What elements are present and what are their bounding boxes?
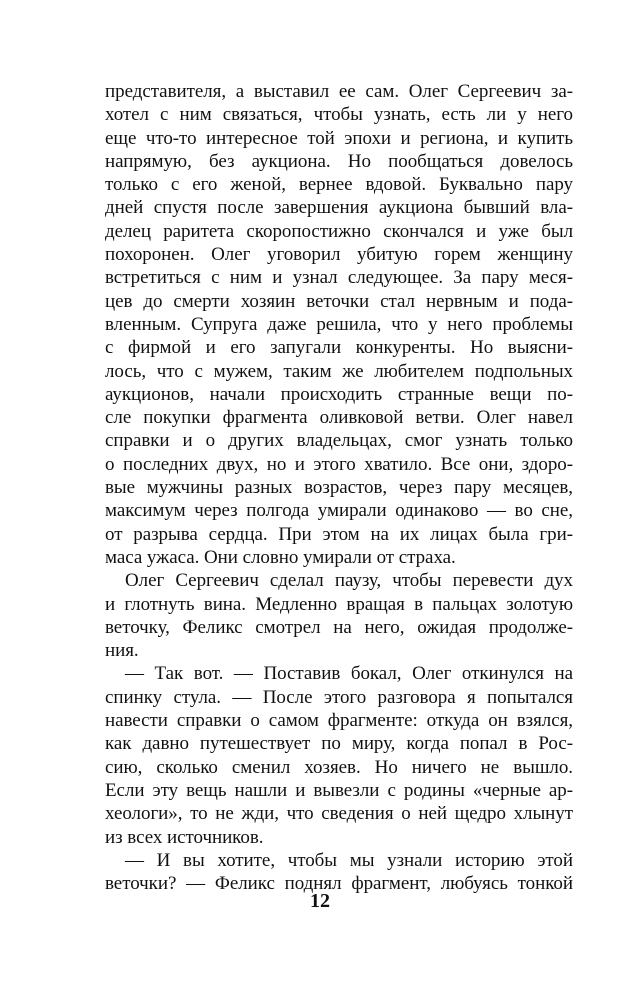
text-line: делец раритета скоропостижно скончался и уже был — [105, 220, 573, 242]
text-line: ния. — [105, 640, 139, 662]
text-line: представителя, а выставил ее сам. Олег Сергеевич за- — [105, 81, 573, 102]
paragraph-1 — [105, 80, 573, 569]
text-line: и глотнуть вина. Медленно вращая в пальцах золотую — [105, 593, 573, 615]
text-line: только с его женой, вернее вдовой. Буквально пару — [105, 174, 573, 196]
text-line: справки и о других владельцах, смог узнать только — [105, 430, 573, 452]
text-line: вые мужчины разных возрастов, через пару месяцев, — [105, 477, 573, 499]
text-line: маса ужаса. Они словно умирали от страха. — [105, 546, 456, 568]
text-line: хотел с ним связаться, чтобы узнать, есть ли у него — [105, 104, 573, 126]
text-line: спинку стула. — После этого разговора я попытался — [105, 686, 573, 708]
paragraph-4 — [105, 849, 573, 896]
text-line: как давно путешествует по миру, когда попал в Рос- — [105, 733, 573, 755]
text-line: похоронен. Олег уговорил убитую горем женщину — [105, 244, 573, 266]
text-line: аукционов, начали происходить странные вещи по- — [105, 383, 573, 405]
page-body — [105, 80, 573, 895]
text-line: веточку, Феликс смотрел на него, ожидая продолже- — [105, 616, 573, 638]
text-line: веточки? — Феликс поднял фрагмент, любуясь тонкой — [105, 873, 573, 895]
text-line: из всех источников. — [105, 826, 264, 848]
text-line: навести справки о самом фрагменте: откуда он взялся, — [105, 710, 573, 732]
paragraph-3 — [105, 662, 573, 848]
text-line: лось, что с мужем, таким же любителем подпольных — [105, 360, 573, 382]
text-line: — И вы хотите, чтобы мы узнали историю этой — [125, 849, 573, 871]
text-line: напрямую, без аукциона. Но пообщаться довелось — [105, 150, 573, 172]
text-line: вленным. Супруга даже решила, что у него проблемы — [105, 313, 573, 335]
text-line: дней спустя после завершения аукциона бывший вла- — [105, 197, 573, 219]
paragraph-2 — [105, 569, 573, 662]
text-line: Олег Сергеевич сделал паузу, чтобы перевести дух — [125, 570, 573, 592]
text-line: максимум через полгода умирали одинаково — во сне, — [105, 500, 573, 522]
page-number: 12 — [310, 890, 330, 912]
text-line: о последних двух, но и этого хватило. Все они, здоро- — [105, 453, 573, 475]
text-line: встретиться с ним и узнал следующее. За пару меся- — [105, 267, 573, 289]
text-line: хеологи», то не жди, что сведения о ней щедро хлынут — [105, 803, 573, 825]
text-line: еще что-то интересное той эпохи и региона, и купить — [105, 127, 573, 149]
text-line: Если эту вещь нашли и вывезли с родины «черные ар- — [105, 779, 573, 801]
text-line: цев до смерти хозяин веточки стал нервным и пода- — [105, 290, 573, 312]
text-line: от разрыва сердца. При этом на их лицах была гри- — [105, 523, 573, 545]
text-line: сию, сколько сменил хозяев. Но ничего не вышло. — [105, 756, 573, 778]
text-line: — Так вот. — Поставив бокал, Олег откинулся на — [125, 663, 573, 685]
text-line: сле покупки фрагмента оливковой ветви. Олег навел — [105, 407, 573, 429]
text-line: с фирмой и его запугали конкуренты. Но выясни- — [105, 337, 573, 359]
